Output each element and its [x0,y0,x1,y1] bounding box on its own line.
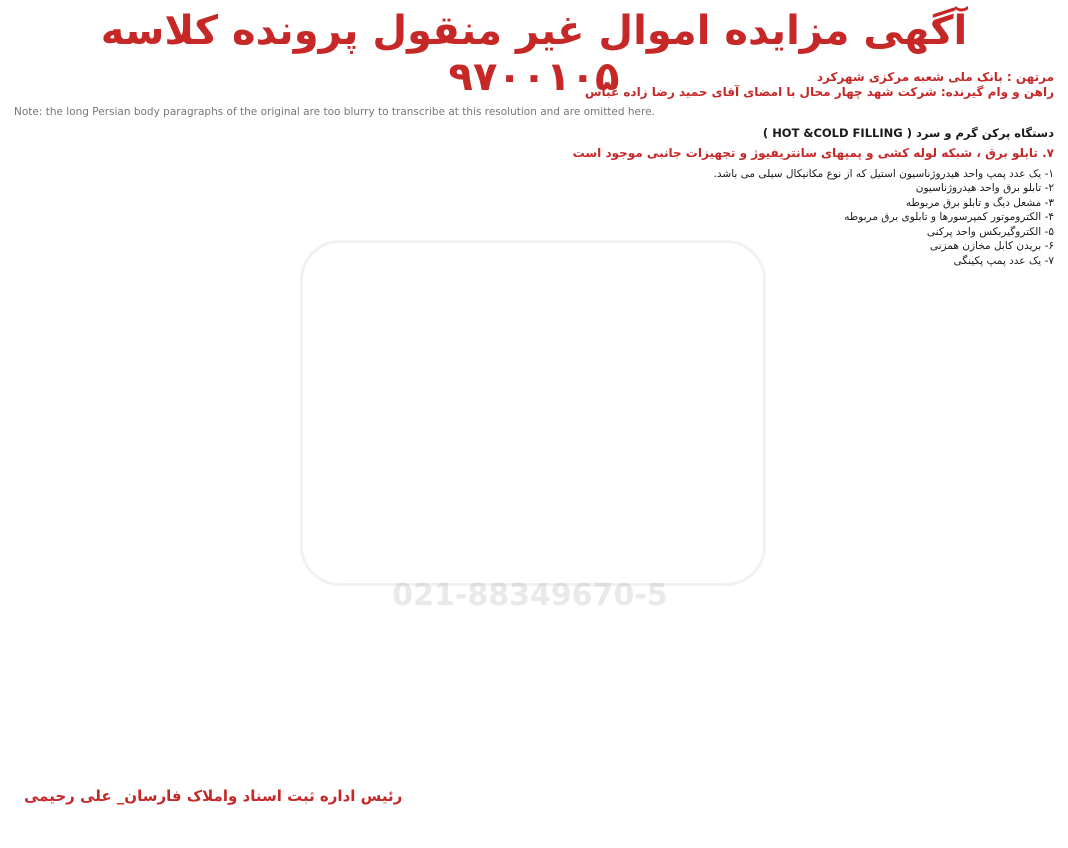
list-item: ۴- الکتروموتور کمپرسورها و تابلوی برق مربوطه [844,211,1054,223]
list-item: ۷- یک عدد پمپ پکینگی [953,254,1054,267]
notice-title: آگهی مزایده اموال غیر منقول پرونده کلاسه ۹۷۰۰۱۰۵ [100,8,968,100]
mortgagee-line: مرتهن : بانک ملی شعبه مرکزی شهرکرد [816,70,1054,84]
list-item: ۱- یک عدد پمپ واحد هیدروژناسیون استیل که از نوع مکانیکال سیلی می باشد. [713,167,1054,180]
list-item: ۳- مشعل دیگ و تابلو برق مربوطه [905,196,1054,209]
watermark-box [300,240,766,586]
list-item: ۶- بریدن کابل مخازن همزنی [929,240,1054,252]
filling-heading: دستگاه پرکن گرم و سرد ( HOT &COLD FILLING ) [762,125,1054,140]
notice-body [14,70,1054,268]
section-7-heading: ۷. تابلو برق ، شبکه لوله کشی و پمپهای سانتریفیوژ و تجهیزات جانبی موجود است [572,146,1054,160]
list-item: ۵- الکتروگیربکس واحد پرکنی [926,225,1054,238]
equipment-list [14,167,1054,269]
watermark-phone: 021-88349670-5 [392,578,668,613]
list-item: ۲- تابلو برق واحد هیدروژناسیون [915,182,1054,194]
omitted-text-note: Note: the long Persian body paragraphs of the original are too blurry to transcribe at this resolution and are omitted here. [14,106,655,118]
mortgagor-line: راهن و وام گیرنده: شرکت شهد چهار محال با امضای آقای حمید رضا زاده عباس [584,84,1054,99]
filling-heading-fa: دستگاه پرکن گرم و سرد [915,125,1054,140]
filling-heading-en: HOT &COLD FILLING [772,125,903,140]
signature-line: رئیس اداره ثبت اسناد واملاک فارسان_ علی رحیمی [24,787,403,805]
